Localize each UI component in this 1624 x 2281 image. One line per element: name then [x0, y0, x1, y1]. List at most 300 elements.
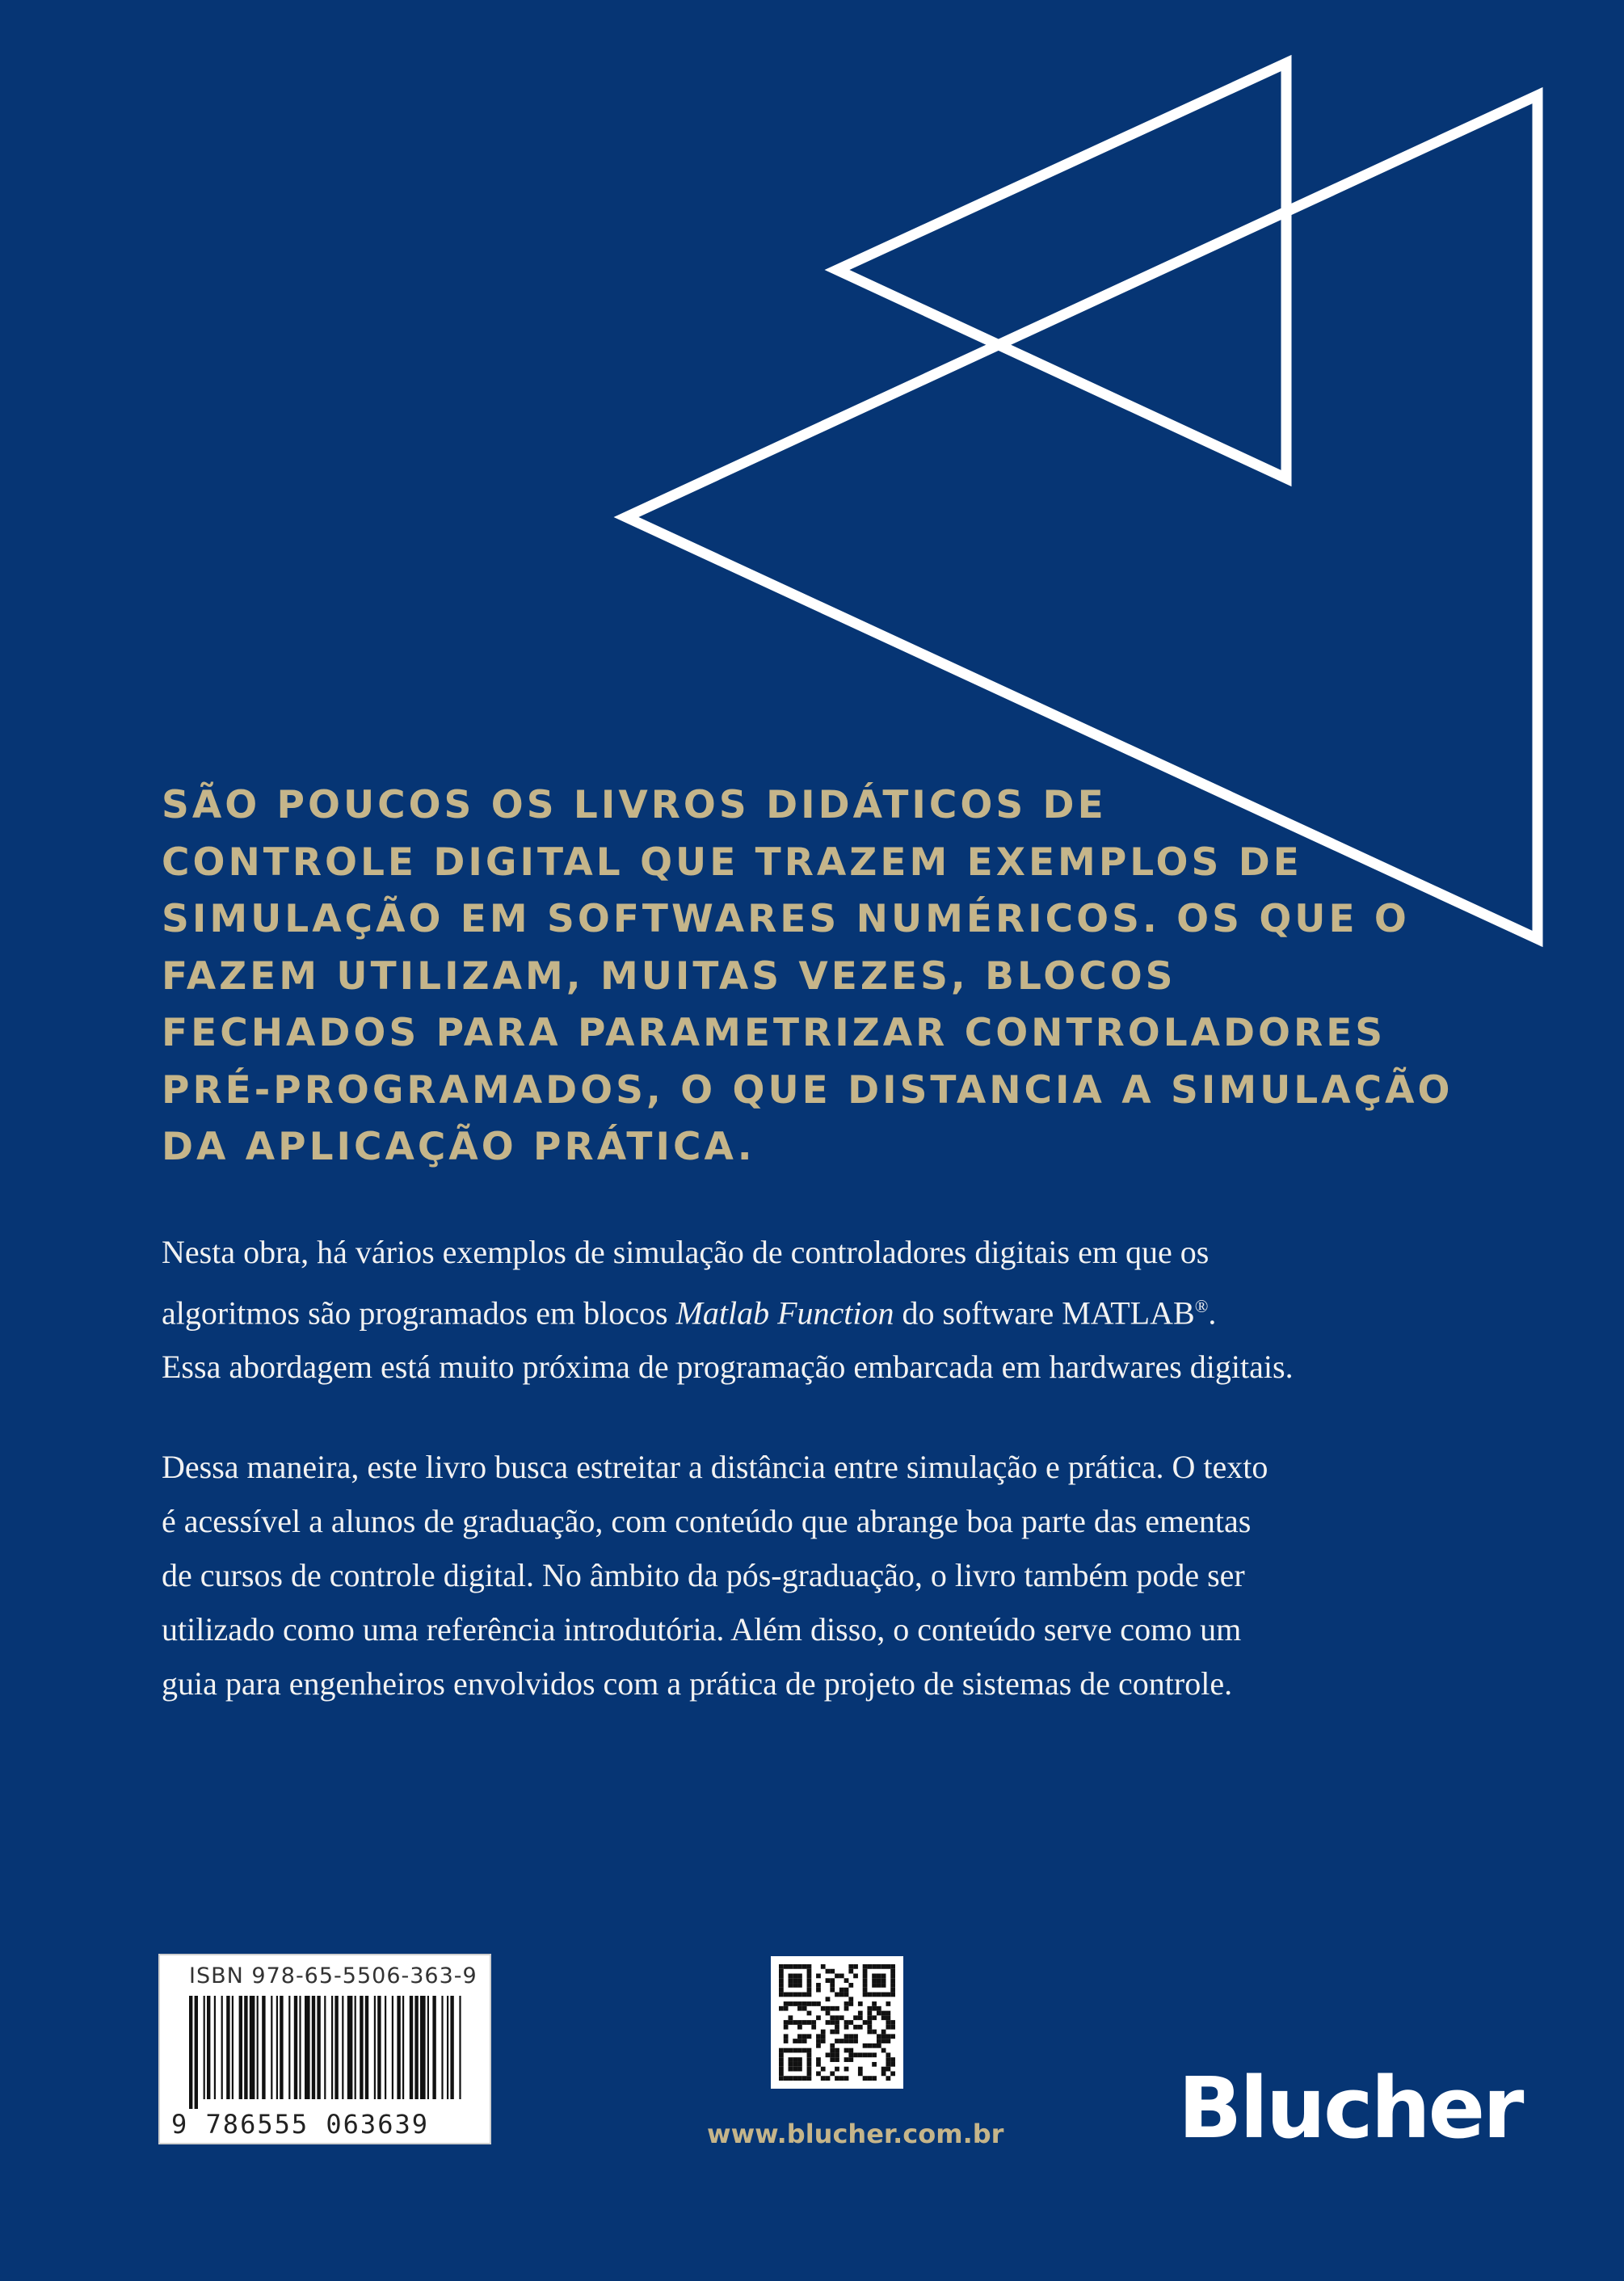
qr-module [816, 1974, 821, 1979]
qr-module [821, 2039, 826, 2043]
qr-module [886, 2001, 890, 2006]
qr-module [848, 2034, 853, 2039]
qr-module [816, 2034, 821, 2039]
qr-module [839, 2039, 844, 2043]
qr-module [802, 2001, 807, 2006]
qr-module [863, 1978, 868, 1983]
qr-module [839, 1988, 844, 1993]
qr-module [793, 2062, 797, 2067]
qr-module [826, 1997, 831, 2001]
qr-module [779, 2006, 784, 2011]
qr-module [839, 1974, 844, 1979]
qr-module [835, 2020, 839, 2025]
qr-module [858, 2071, 863, 2076]
qr-module [881, 2071, 886, 2076]
qr-module [784, 2034, 789, 2039]
ean-digits: 9 786555 063639 [171, 2109, 429, 2140]
barcode-bar [420, 1996, 426, 2099]
qr-module [886, 1993, 890, 1997]
qr-module [863, 1974, 868, 1979]
qr-module [848, 2001, 853, 2006]
qr-module [807, 2071, 812, 2076]
qr-module [789, 1978, 793, 1983]
qr-module [872, 2006, 877, 2011]
qr-module [886, 2052, 890, 2057]
qr-module [844, 2048, 849, 2053]
qr-module [863, 2043, 868, 2048]
qr-module [835, 2039, 839, 2043]
qr-module [789, 1983, 793, 1988]
qr-module [807, 2011, 812, 2016]
headline-line: SIMULAÇÃO EM SOFTWARES NUMÉRICOS. OS QUE O [162, 897, 1410, 941]
qr-module [835, 2067, 839, 2072]
qr-module [807, 2001, 812, 2006]
qr-module [867, 2025, 872, 2030]
qr-module [835, 2025, 839, 2030]
headline-line: PRÉ-PROGRAMADOS, O QUE DISTANCIA A SIMULAÇÃO [162, 1067, 1454, 1113]
matlab-function-term: Matlab Function [675, 1294, 894, 1332]
qr-module [835, 2076, 839, 2081]
qr-module [863, 2052, 868, 2057]
qr-module [867, 2006, 872, 2011]
qr-module [848, 2048, 853, 2053]
qr-module [848, 2052, 853, 2057]
headline-text [162, 777, 1454, 1176]
qr-module [848, 1997, 853, 2001]
qr-module [826, 2076, 831, 2081]
qr-module [797, 2048, 802, 2053]
qr-module [844, 2057, 849, 2062]
qr-module [793, 1974, 797, 1979]
qr-module [779, 2052, 784, 2057]
qr-module [797, 1983, 802, 1988]
qr-module [886, 2020, 890, 2025]
qr-module [877, 2006, 881, 2011]
qr-module [793, 1978, 797, 1983]
qr-module [793, 2048, 797, 2053]
barcode-bar [214, 1996, 216, 2099]
qr-module [835, 2057, 839, 2062]
qr-module [890, 1974, 895, 1979]
qr-module [807, 2020, 812, 2025]
barcode-bar [392, 1996, 393, 2099]
qr-module [881, 2015, 886, 2020]
qr-module [844, 2034, 849, 2039]
qr-module [886, 2011, 890, 2016]
qr-module [853, 2034, 858, 2039]
qr-module [867, 2011, 872, 2016]
barcode-bar [257, 1996, 259, 2099]
qr-module [881, 1993, 886, 1997]
barcode-bar [305, 1996, 310, 2099]
qr-module [797, 2025, 802, 2030]
qr-module [830, 2052, 835, 2057]
qr-module [784, 2006, 789, 2011]
qr-module [807, 1964, 812, 1969]
qr-module [816, 2071, 821, 2076]
qr-module [821, 2030, 826, 2035]
paragraph-line: é acessível a alunos de graduação, com conteúdo que abrange boa parte das ementas [162, 1503, 1252, 1539]
qr-module [872, 2001, 877, 2006]
qr-module [802, 2076, 807, 2081]
qr-module [877, 1974, 881, 1979]
qr-module [807, 1969, 812, 1974]
isbn-barcode [158, 1954, 491, 2144]
qr-module [793, 1983, 797, 1988]
qr-module [890, 2020, 895, 2025]
qr-module [848, 1964, 853, 1969]
qr-module [816, 2062, 821, 2067]
qr-module [807, 2048, 812, 2053]
qr-module [807, 1988, 812, 1993]
qr-module [886, 2034, 890, 2039]
qr-module [867, 2020, 872, 2025]
qr-module [816, 1983, 821, 1988]
qr-module [839, 2076, 844, 2081]
qr-module [863, 1969, 868, 1974]
qr-module [848, 1983, 853, 1988]
qr-module [844, 2001, 849, 2006]
paragraph-line: Nesta obra, há vários exemplos de simulação de controladores digitais em que os [162, 1234, 1210, 1270]
barcode-bar [262, 1996, 265, 2099]
qr-module [877, 2039, 881, 2043]
qr-module [872, 2052, 877, 2057]
headline-line: FECHADOS PARA PARAMETRIZAR CONTROLADORES [162, 1011, 1386, 1055]
qr-module [807, 1978, 812, 1983]
qr-module [872, 1993, 877, 1997]
qr-module [863, 1983, 868, 1988]
barcode-bar [324, 1996, 326, 2099]
qr-module [789, 1964, 793, 1969]
qr-module [797, 2034, 802, 2039]
qr-module [881, 1978, 886, 1983]
qr-module [853, 1964, 858, 1969]
qr-module [853, 2015, 858, 2020]
qr-module [890, 2025, 895, 2030]
qr-module [872, 2062, 877, 2067]
paragraph-text: do software MATLAB [894, 1294, 1195, 1332]
qr-module [779, 1964, 784, 1969]
qr-module [863, 2076, 868, 2081]
qr-module [779, 1983, 784, 1988]
barcode-bar [397, 1996, 400, 2099]
barcode-bar [355, 1996, 356, 2099]
paragraph-line: utilizado como uma referência introdutória. Além disso, o conteúdo serve como um [162, 1611, 1242, 1648]
qr-module [797, 1978, 802, 1983]
qr-module [802, 1993, 807, 1997]
qr-module [793, 2039, 797, 2043]
qr-module [789, 2015, 793, 2020]
qr-module [867, 2043, 872, 2048]
qr-module [826, 1969, 831, 1974]
qr-module [844, 1988, 849, 1993]
barcode-bar [207, 1996, 210, 2099]
qr-module [890, 1978, 895, 1983]
qr-module [877, 1983, 881, 1988]
qr-module [793, 2001, 797, 2006]
qr-module [830, 2015, 835, 2020]
qr-module [821, 2034, 826, 2039]
paragraph-line: de cursos de controle digital. No âmbito da pós-graduação, o livro também pode ser [162, 1557, 1245, 1593]
qr-module [844, 1993, 849, 1997]
paragraph-line: guia para engenheiros envolvidos com a prática de projeto de sistemas de controle. [162, 1665, 1233, 1702]
qr-module [890, 1993, 895, 1997]
barcode-bar [195, 1996, 198, 2109]
qr-module [830, 1978, 835, 1983]
qr-module [816, 2015, 821, 2020]
qr-module [863, 1993, 868, 1997]
barcode-bar [427, 1996, 429, 2099]
qr-module [881, 2067, 886, 2072]
qr-module [867, 2030, 872, 2035]
qr-module [789, 1974, 793, 1979]
qr-module [858, 2015, 863, 2020]
qr-module [779, 2071, 784, 2076]
qr-module [844, 2039, 849, 2043]
qr-module [802, 2006, 807, 2011]
barcode-bar [450, 1996, 453, 2099]
barcode-bar [232, 1996, 234, 2099]
barcode-bar [294, 1996, 297, 2099]
qr-module [886, 1964, 890, 1969]
small-triangle-outline [837, 63, 1286, 478]
description-paragraph [162, 1440, 1519, 1711]
qr-module [789, 2067, 793, 2072]
qr-module [811, 2025, 816, 2030]
barcode-bar [377, 1996, 381, 2099]
barcode-bar [447, 1996, 448, 2099]
headline-line: SÃO POUCOS OS LIVROS DIDÁTICOS DE [162, 783, 1107, 827]
barcode-bar [334, 1996, 338, 2099]
qr-module [821, 2076, 826, 2081]
qr-module [789, 2001, 793, 2006]
qr-module [779, 1988, 784, 1993]
qr-module [779, 2048, 784, 2053]
qr-module [886, 2057, 890, 2062]
headline-line: CONTROLE DIGITAL QUE TRAZEM EXEMPLOS DE [162, 840, 1302, 885]
qr-module [793, 1964, 797, 1969]
headline-line: FAZEM UTILIZAM, MUITAS VEZES, BLOCOS [162, 953, 1176, 999]
qr-code-matrix [779, 1964, 895, 2081]
qr-module [830, 2048, 835, 2053]
qr-module [807, 2034, 812, 2039]
qr-module [793, 2067, 797, 2072]
qr-module [844, 1978, 849, 1983]
qr-module [853, 1974, 858, 1979]
qr-module [881, 2039, 886, 2043]
qr-module [830, 2057, 835, 2062]
qr-module [830, 1988, 835, 1993]
qr-module [816, 2043, 821, 2048]
qr-module [890, 2071, 895, 2076]
qr-module [811, 2001, 816, 2006]
qr-module [835, 2006, 839, 2011]
qr-module [848, 2020, 853, 2025]
qr-module [797, 2067, 802, 2072]
paragraph-line [162, 1279, 1519, 1340]
qr-module [886, 2067, 890, 2072]
qr-module [867, 2015, 872, 2020]
barcode-bar [299, 1996, 301, 2099]
barcode-bar [360, 1996, 363, 2099]
qr-module [793, 1993, 797, 1997]
qr-module [797, 2039, 802, 2043]
qr-module [807, 2076, 812, 2081]
qr-module [877, 2043, 881, 2048]
barcode-bar [250, 1996, 255, 2099]
paragraph-text: . [1208, 1294, 1217, 1332]
qr-module [779, 2067, 784, 2072]
qr-module [890, 2034, 895, 2039]
barcode-bar [317, 1996, 320, 2099]
qr-module [802, 2020, 807, 2025]
qr-module [835, 2048, 839, 2053]
qr-module [872, 2015, 877, 2020]
qr-module [835, 2030, 839, 2035]
qr-module [807, 1983, 812, 1988]
qr-module [784, 2020, 789, 2025]
qr-module [821, 1964, 826, 1969]
qr-module [789, 2076, 793, 2081]
qr-module [830, 2030, 835, 2035]
qr-module [881, 2034, 886, 2039]
qr-module [779, 2057, 784, 2062]
barcode-bar [385, 1996, 386, 2099]
qr-module [826, 2006, 831, 2011]
qr-module [890, 2062, 895, 2067]
barcode-bar [271, 1996, 272, 2099]
qr-module [881, 2030, 886, 2035]
qr-module [807, 2057, 812, 2062]
qr-module [789, 2020, 793, 2025]
barcode-bar [459, 1996, 461, 2099]
qr-module [802, 2034, 807, 2039]
qr-module [877, 1993, 881, 1997]
qr-module [802, 1964, 807, 1969]
barcode-bar [331, 1996, 333, 2099]
qr-module [830, 1983, 835, 1988]
qr-module [863, 2020, 868, 2025]
barcode-bar [221, 1996, 223, 2099]
qr-module [784, 1964, 789, 1969]
qr-module [858, 2067, 863, 2072]
qr-module [807, 1993, 812, 1997]
qr-module [802, 2048, 807, 2053]
qr-module [886, 2062, 890, 2067]
qr-module [784, 2025, 789, 2030]
qr-module [853, 2039, 858, 2043]
qr-module [844, 2006, 849, 2011]
qr-module [826, 2011, 831, 2016]
qr-module [872, 2043, 877, 2048]
qr-module [881, 1974, 886, 1979]
qr-module [797, 2006, 802, 2011]
barcode-bar [288, 1996, 290, 2099]
qr-module [789, 1993, 793, 1997]
qr-module [858, 2025, 863, 2030]
paragraph-text: algoritmos são programados em blocos [162, 1294, 676, 1332]
barcode-bar [414, 1996, 418, 2099]
paragraph-line: Essa abordagem está muito próxima de programação embarcada em hardwares digitais. [162, 1349, 1294, 1386]
barcode-bar [312, 1996, 315, 2099]
qr-module [826, 2052, 831, 2057]
qr-module [890, 1983, 895, 1988]
qr-module [835, 2015, 839, 2020]
qr-module [872, 2076, 877, 2081]
qr-module [797, 1964, 802, 1969]
barcode-bar [374, 1996, 376, 2099]
qr-module [826, 2020, 831, 2025]
qr-module [872, 2030, 877, 2035]
qr-module [807, 2052, 812, 2057]
qr-module [867, 1993, 872, 1997]
qr-module [830, 2020, 835, 2025]
barcode-bar [432, 1996, 435, 2099]
qr-module [797, 2062, 802, 2067]
qr-module [881, 1983, 886, 1988]
qr-module [867, 2076, 872, 2081]
qr-module [872, 1978, 877, 1983]
qr-module [793, 2057, 797, 2062]
barcode-bar [441, 1996, 443, 2099]
qr-module [890, 1964, 895, 1969]
qr-module [863, 1988, 868, 1993]
registered-mark: ® [1194, 1296, 1209, 1316]
qr-module [848, 2057, 853, 2062]
barcode-bar [244, 1996, 247, 2099]
qr-module [839, 1993, 844, 1997]
qr-module [779, 2062, 784, 2067]
barcode-bar [226, 1996, 229, 2099]
qr-module [872, 1983, 877, 1988]
barcode-bar [342, 1996, 343, 2099]
intro-paragraph [162, 1225, 1519, 1394]
qr-module [816, 2039, 821, 2043]
qr-module [877, 2034, 881, 2039]
qr-module [853, 2052, 858, 2057]
qr-module [784, 2048, 789, 2053]
qr-module [858, 2011, 863, 2016]
qr-module [807, 2067, 812, 2072]
qr-module [858, 2001, 863, 2006]
publisher-logo: Blucher [1178, 2059, 1522, 2157]
qr-module [779, 1993, 784, 1997]
qr-module [793, 2020, 797, 2025]
qr-module [872, 1964, 877, 1969]
barcode-bar [189, 1996, 192, 2109]
qr-module [886, 2076, 890, 2081]
qr-module [867, 1964, 872, 1969]
qr-module [844, 2025, 849, 2030]
qr-module [784, 2039, 789, 2043]
paragraph-line: Dessa maneira, este livro busca estreitar a distância entre simulação e prática. O texto [162, 1449, 1268, 1485]
qr-module [848, 1969, 853, 1974]
qr-module [848, 2039, 853, 2043]
qr-module [853, 2025, 858, 2030]
qr-module [863, 1964, 868, 1969]
qr-module [858, 2052, 863, 2057]
qr-module [784, 2076, 789, 2081]
qr-module [811, 2020, 816, 2025]
qr-module [779, 1978, 784, 1983]
qr-module [872, 1974, 877, 1979]
qr-module [816, 2057, 821, 2062]
qr-module [886, 2039, 890, 2043]
qr-module [839, 2015, 844, 2020]
qr-module [835, 1993, 839, 1997]
qr-module [789, 2062, 793, 2067]
qr-module [881, 1964, 886, 1969]
